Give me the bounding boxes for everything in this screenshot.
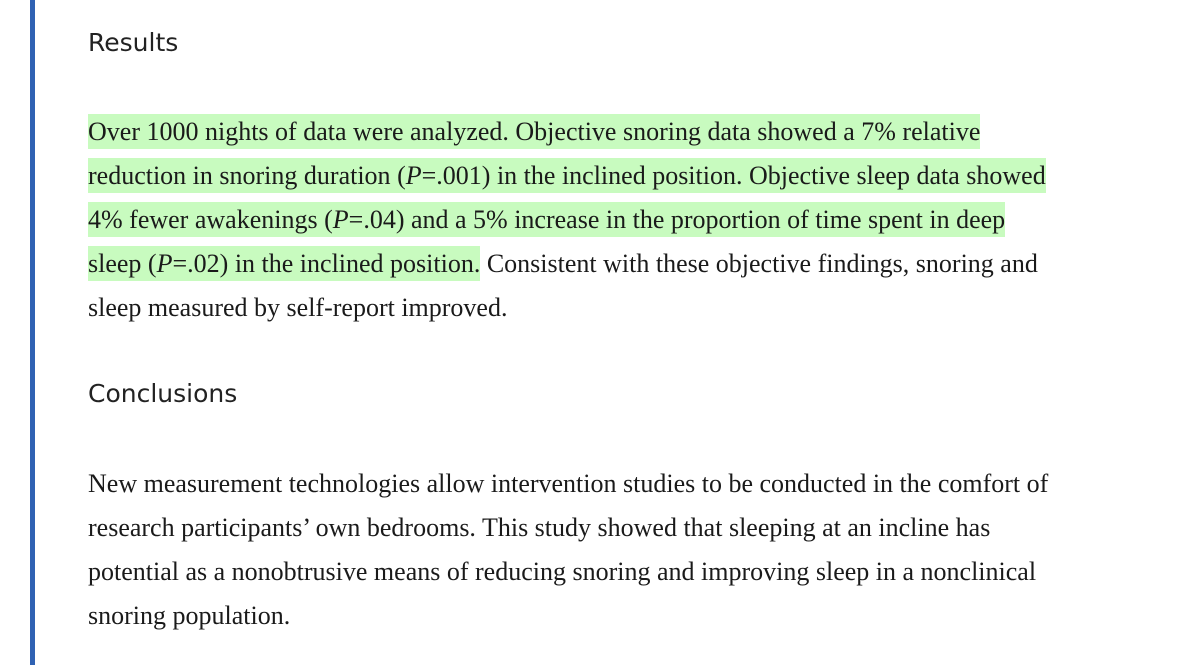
conclusions-line-3: potential as a nonobtrusive means of reducing snoring and improving sleep in a nonclinical: [88, 557, 1037, 586]
results-line-3: [88, 198, 1046, 242]
conclusions-line-4: snoring population.: [88, 601, 291, 630]
highlighted-text: sleep (P=.02) in the inclined position.: [88, 246, 480, 281]
results-heading: Results: [88, 28, 179, 57]
conclusions-line-1: New measurement technologies allow intervention studies to be conducted in the comfort of: [88, 469, 1049, 498]
results-line-4: [88, 242, 1046, 286]
highlighted-text: 4% fewer awakenings (P=.04) and a 5% increase in the proportion of time spent in deep: [88, 202, 1005, 237]
results-line-5: [88, 286, 1046, 330]
plain-text: Consistent with these objective findings, snoring and: [480, 249, 1038, 278]
results-paragraph: [88, 110, 1046, 330]
plain-text: sleep measured by self-report improved.: [88, 293, 508, 322]
results-line-1: [88, 110, 1046, 154]
conclusions-line-2: research participants’ own bedrooms. This study showed that sleeping at an incline has: [88, 513, 991, 542]
conclusions-heading: Conclusions: [88, 379, 238, 408]
highlighted-text: Over 1000 nights of data were analyzed. Objective snoring data showed a 7% relative: [88, 114, 980, 149]
conclusions-paragraph: [88, 462, 1048, 638]
results-line-2: [88, 154, 1046, 198]
highlighted-text: reduction in snoring duration (P=.001) in the inclined position. Objective sleep data showed: [88, 158, 1046, 193]
left-border-rule: [30, 0, 35, 665]
